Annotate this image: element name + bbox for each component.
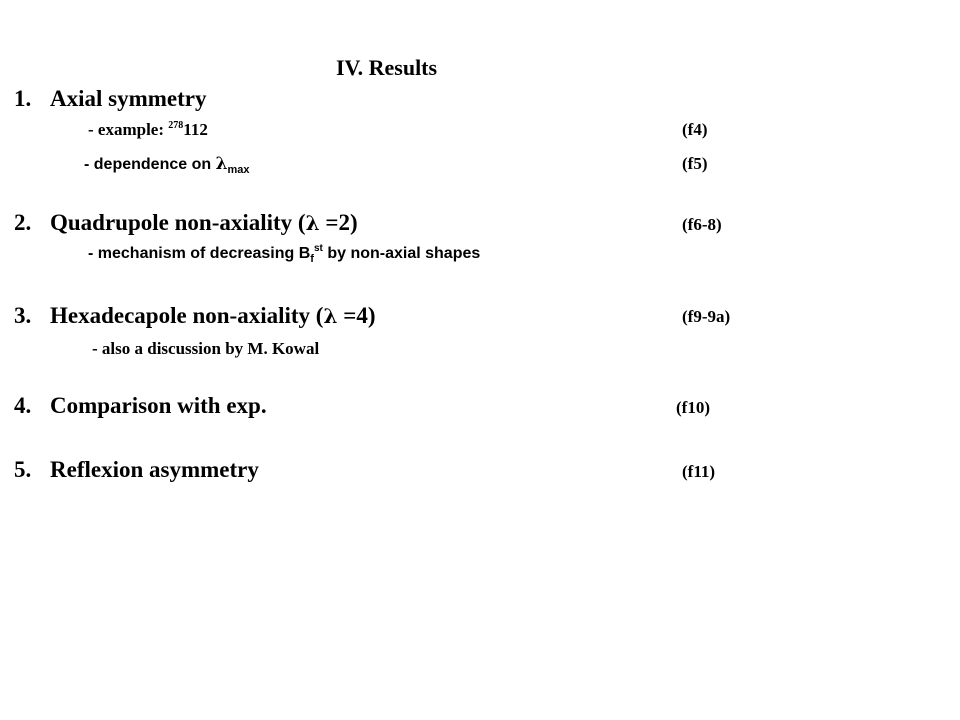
item-prefix: - dependence on bbox=[84, 156, 216, 173]
heading-text-end: =2) bbox=[319, 210, 358, 235]
section-1-number: 1. bbox=[14, 86, 32, 111]
slide-title: IV. Results bbox=[336, 55, 438, 80]
lambda-symbol: λ bbox=[323, 304, 338, 328]
item-suffix: 112 bbox=[183, 120, 208, 139]
section-4-ref: (f10) bbox=[676, 398, 710, 417]
item-prefix: - example: bbox=[88, 120, 169, 139]
lambda-symbol: λ bbox=[305, 211, 320, 235]
section-4-heading: Comparison with exp. bbox=[50, 393, 267, 418]
section-4-number: 4. bbox=[14, 393, 32, 418]
section-1-heading: Axial symmetry bbox=[50, 86, 207, 111]
section-1-item-1 bbox=[88, 121, 208, 138]
heading-text-end: =4) bbox=[337, 303, 376, 328]
section-2-heading bbox=[50, 211, 358, 234]
item-prefix: - mechanism of decreasing B bbox=[88, 245, 311, 262]
section-2-item-1 bbox=[88, 243, 481, 265]
lambda-symbol: λ bbox=[215, 154, 228, 174]
section-5-number: 5. bbox=[14, 457, 32, 482]
section-1-item-1-ref: (f4) bbox=[682, 120, 708, 139]
section-5-heading: Reflexion asymmetry bbox=[50, 457, 259, 482]
heading-text: Hexadecapole non-axiality ( bbox=[50, 303, 324, 328]
b-subscript: f bbox=[310, 253, 314, 265]
section-3-number: 3. bbox=[14, 303, 32, 328]
section-2-number: 2. bbox=[14, 210, 32, 235]
heading-text: Quadrupole non-axiality ( bbox=[50, 210, 306, 235]
section-3-item-1: - also a discussion by M. Kowal bbox=[92, 339, 320, 358]
section-1-item-2 bbox=[84, 154, 250, 176]
lambda-subscript: max bbox=[227, 164, 250, 176]
section-3-heading bbox=[50, 304, 375, 327]
section-5-ref: (f11) bbox=[682, 462, 716, 481]
item-suffix: by non-axial shapes bbox=[322, 245, 481, 262]
mass-number: 278 bbox=[168, 120, 184, 131]
b-superscript: st bbox=[313, 243, 323, 254]
section-2-ref: (f6-8) bbox=[682, 215, 722, 234]
section-3-ref: (f9-9a) bbox=[682, 307, 731, 326]
section-1-item-2-ref: (f5) bbox=[682, 154, 708, 173]
